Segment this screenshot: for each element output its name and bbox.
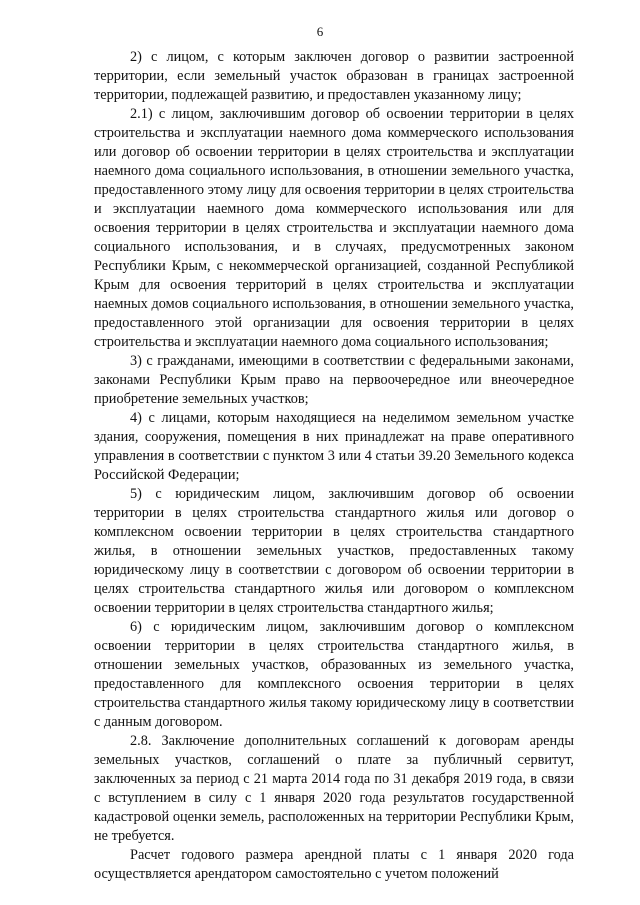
paragraph-item-6: 6) с юридическим лицом, заключившим договор о комплексном освоении территории в целях строительства стандартного жилья, в отношении земельных участков, образованных из земельного участка, предоставленного для комплексного освоения территории в целях строительства стандартного жилья такому юридическому лицу в соответствии с данным договором. — [94, 619, 574, 730]
document-body — [94, 48, 574, 884]
paragraph-item-2: 2) с лицом, с которым заключен договор о развитии застроенной территории, если земельный участок образован в границах застроенной территории, подлежащей развитию, и предоставлен указанному лицу; — [94, 49, 574, 103]
paragraph-section-2-8: 2.8. Заключение дополнительных соглашений к договорам аренды земельных участков, соглашений о плате за публичный сервитут, заключенных за период с 21 марта 2014 года по 31 декабря 2019 года, в связи с вступлением в силу с 1 января 2020 года результатов государственной кадастровой оценки земель, расположенных на территории Республики Крым, не требуется. — [94, 733, 574, 844]
page-number: 6 — [316, 24, 324, 39]
paragraph-rent-calculation: Расчет годового размера арендной платы с 1 января 2020 года осуществляется арендатором самостоятельно с учетом положений — [94, 847, 574, 882]
paragraph-item-3: 3) с гражданами, имеющими в соответствии с федеральными законами, законами Республики Крым право на первоочередное или внеочередное приобретение земельных участков; — [94, 353, 574, 407]
paragraph-item-4: 4) с лицами, которым находящиеся на неделимом земельном участке здания, сооружения, помещения в них принадлежат на праве оперативного управления в соответствии с пунктом 3 или 4 статьи 39.20 Земельного кодекса Российской Федерации; — [94, 410, 574, 483]
paragraph-item-2-1: 2.1) с лицом, заключившим договор об освоении территории в целях строительства и эксплуатации наемного дома коммерческого использования или договор об освоении территории в целях строительства и эксплуатации наемного дома социального использования, в отношении земельного участка, предоставленного этому лицу для освоения территории в целях строительства и эксплуатации наемного дома коммерческого использования или для освоения территории в целях строительства и эксплуатации наемного дома социального использования, и в случаях, предусмотренных законом Республики Крым, с некоммерческой организацией, созданной Республикой Крым для освоения территорий в целях строительства и эксплуатации наемных домов социального использования, в отношении земельного участка, предоставленного этой организации для освоения территории в целях строительства и эксплуатации наемного дома социального использования; — [94, 106, 574, 350]
paragraph-item-5: 5) с юридическим лицом, заключившим договор об освоении территории в целях строительства стандартного жилья или договор о комплексном освоении территории в целях строительства стандартного жилья, в отношении земельных участков, предоставленных такому юридическому лицу в соответствии с договором об освоении территории в целях строительства стандартного жилья или договором о комплексном освоении территории в целях строительства стандартного жилья; — [94, 486, 574, 616]
